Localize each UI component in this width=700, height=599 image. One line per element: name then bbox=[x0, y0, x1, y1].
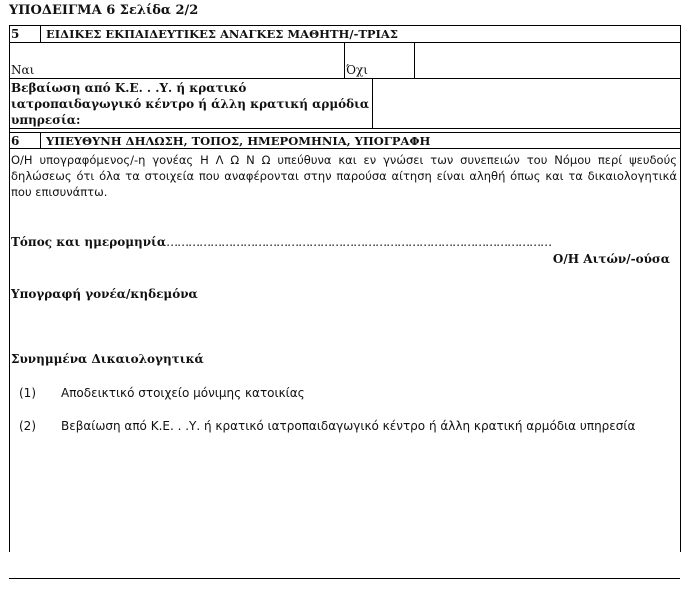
attachment-1-text: Αποδεικτικό στοιχείο μόνιμης κατοικίας bbox=[61, 386, 305, 400]
no-label: Όχι bbox=[346, 63, 369, 77]
certificate-field[interactable] bbox=[374, 80, 678, 126]
table-divider bbox=[344, 42, 345, 78]
attachment-2-text: Βεβαίωση από Κ.Ε. . .Υ. ή κρατικό ιατροπαιδαγωγικό κέντρο ή άλλη κρατική αρμόδια υπηρεσία bbox=[61, 419, 636, 433]
place-date-label: Τόπος και ημερομηνία bbox=[11, 235, 167, 249]
declaration-text: Ο/Η υπογραφόμενος/-η γονέας Η Λ Ω Ν Ω υπεύθυνα και εν γνώσει των συνεπειών του Νόμου περί ψευδούς δηλώσεως ότι όλα τα στοιχεία που αναφέρονται στην παρούσα αίτηση είναι αληθή όπως και τα δικαιολογητικά που επισυνάπτω. bbox=[11, 153, 677, 199]
guardian-signature-label: Υπογραφή γονέα/κηδεμόνα bbox=[11, 287, 198, 301]
table-divider bbox=[372, 78, 373, 128]
attachment-1-number: (1) bbox=[19, 386, 36, 400]
footer-rule bbox=[9, 578, 680, 579]
section6-title: ΥΠΕΥΘΥΝΗ ΔΗΛΩΣΗ, ΤΟΠΟΣ, ΗΜΕΡΟΜΗΝΙΑ, ΥΠΟΓΡΑΦΗ bbox=[46, 134, 431, 148]
no-checkbox-cell[interactable] bbox=[416, 44, 678, 76]
yes-checkbox-cell[interactable] bbox=[44, 44, 342, 76]
applicant-label: Ο/Η Αιτών/-ούσα bbox=[552, 252, 670, 266]
table-divider bbox=[414, 42, 415, 78]
table-border-top bbox=[9, 25, 680, 26]
section5-title: ΕΙΔΙΚΕΣ ΕΚΠΑΙΔΕΥΤΙΚΕΣ ΑΝΑΓΚΕΣ ΜΑΘΗΤΗ/-ΤΡΙΑΣ bbox=[46, 27, 398, 41]
table-divider bbox=[40, 132, 41, 148]
section5-number: 5 bbox=[11, 27, 20, 41]
table-divider bbox=[9, 148, 680, 149]
table-border-right bbox=[680, 25, 681, 552]
page-header: ΥΠΟΔΕΙΓΜΑ 6 Σελίδα 2/2 bbox=[9, 3, 199, 18]
place-date-field[interactable]: …………………………………………………………………………………………… bbox=[166, 235, 552, 249]
attachments-title: Συνημμένα Δικαιολογητικά bbox=[11, 352, 204, 366]
yes-label: Ναι bbox=[11, 63, 35, 77]
table-border-left bbox=[9, 25, 10, 552]
table-divider bbox=[9, 78, 680, 79]
place-date-row bbox=[11, 235, 551, 249]
certificate-label: Βεβαίωση από Κ.Ε. . .Υ. ή κρατικό ιατροπαιδαγωγικό κέντρο ή άλλη κρατική αρμόδια υπηρεσία: bbox=[11, 81, 370, 127]
section6-number: 6 bbox=[11, 134, 20, 148]
attachment-2-number: (2) bbox=[19, 419, 36, 433]
table-divider bbox=[9, 128, 680, 129]
table-divider bbox=[9, 132, 680, 133]
table-divider bbox=[40, 25, 41, 42]
